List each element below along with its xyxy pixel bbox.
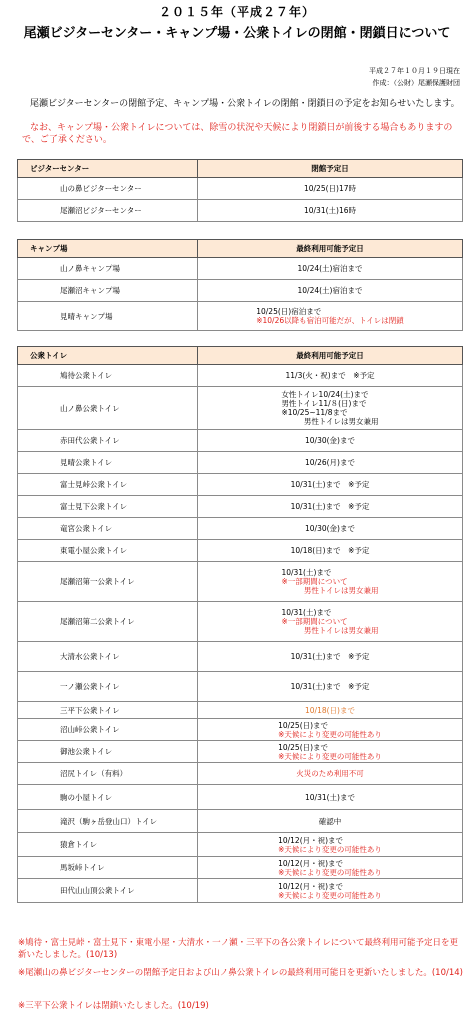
- row-value-line: ※10/26以降も宿泊可能だが、トイレは閉鎖: [256, 316, 404, 325]
- author-line: 作成：（公財）尾瀬保護財団: [372, 79, 460, 87]
- table-row: [18, 741, 463, 763]
- row-value: [198, 178, 463, 200]
- row-value: [198, 719, 463, 741]
- campsite-body: [18, 240, 463, 331]
- row-value: [198, 200, 463, 222]
- table-header-row: [18, 160, 463, 178]
- row-value-line: 10/25(日)まで: [278, 720, 329, 730]
- row-value-lines: [278, 836, 382, 854]
- row-value-lines: [281, 608, 378, 635]
- row-value: [198, 496, 463, 518]
- toilet-table: [17, 346, 463, 903]
- row-name: 山の鼻ビジターセンター: [18, 178, 198, 200]
- row-value-line: ※天候により変更の可能性あり: [278, 890, 382, 900]
- row-value-lines: [278, 859, 382, 877]
- row-value-line: 10/31(土)まで: [305, 792, 355, 802]
- row-value-line: 10/31(土)まで ※予定: [290, 682, 370, 691]
- row-value-lines: [281, 390, 378, 426]
- row-value-line: ※天候により変更の可能性あり: [278, 867, 382, 877]
- row-value-line: 10/26(月)まで: [305, 458, 355, 467]
- table-row: [18, 810, 463, 833]
- row-value-line: 10/24(土)宿泊まで: [297, 286, 363, 295]
- row-value: [198, 879, 463, 903]
- row-value-lines: [304, 184, 356, 193]
- row-name: 竜宮公衆トイレ: [18, 518, 198, 540]
- row-value-line: 10/31(土)16時: [303, 206, 356, 215]
- row-value-lines: [291, 546, 370, 555]
- row-value-line: 10/31(土)まで: [281, 568, 332, 577]
- row-value-lines: [305, 706, 355, 715]
- table-header-row: [18, 347, 463, 365]
- row-name: 山ノ鼻公衆トイレ: [18, 387, 198, 430]
- row-name: 猿倉トイレ: [18, 833, 198, 857]
- campsite-table: [17, 239, 463, 331]
- table-row: [18, 452, 463, 474]
- table-row: [18, 879, 463, 903]
- row-value-line: ※10/25~11/8まで: [281, 408, 348, 417]
- table-row: [18, 562, 463, 602]
- table-row: [18, 763, 463, 785]
- row-value-lines: [305, 793, 355, 802]
- row-value-line: 10/18(日)まで ※予定: [290, 546, 370, 555]
- row-value-lines: [256, 307, 404, 325]
- table-row: [18, 672, 463, 702]
- row-name: 山ノ鼻キャンプ場: [18, 258, 198, 280]
- row-name: 沼山峠公衆トイレ: [18, 719, 198, 741]
- row-name: 尾瀬沼第二公衆トイレ: [18, 602, 198, 642]
- row-name: 東電小屋公衆トイレ: [18, 540, 198, 562]
- table-row: [18, 719, 463, 741]
- update-note-2: ※尾瀬山の鼻ビジターセンターの閉館予定日および山ノ鼻公衆トイレの最終利用可能日を更新いたしました。(10/14): [18, 968, 463, 978]
- row-value-line: 10/25(日)17時: [303, 184, 356, 193]
- row-name: 尾瀬沼第一公衆トイレ: [18, 562, 198, 602]
- row-value: [198, 602, 463, 642]
- row-value: [198, 365, 463, 387]
- table-row: [18, 302, 463, 331]
- row-name: 御池公衆トイレ: [18, 741, 198, 763]
- row-value: [198, 387, 463, 430]
- col-header-value: 閉館予定日: [198, 160, 463, 178]
- table-row: [18, 430, 463, 452]
- update-note-3: ※三平下公衆トイレは閉鎖いたしました。(10/19): [18, 1001, 209, 1011]
- row-value-line: 10/31(土)まで ※予定: [290, 652, 370, 661]
- row-value-line: 男性トイレは男女兼用: [281, 417, 379, 426]
- row-name: 沼尻トイレ（有料）: [18, 763, 198, 785]
- intro-paragraph-1: 尾瀬ビジターセンターの閉館予定、キャンプ場・公衆トイレの閉館・閉鎖日の予定をお知らせいたします。: [30, 99, 460, 109]
- row-value-line: 女性トイレ10/24(土)まで: [281, 390, 369, 399]
- row-value-line: 火災のため利用不可: [296, 769, 364, 778]
- table-row: [18, 833, 463, 857]
- row-name: 見晴キャンプ場: [18, 302, 198, 331]
- col-header-value: 最終利用可能予定日: [198, 240, 463, 258]
- row-value: [198, 785, 463, 810]
- page-title-year: ２０１５年（平成２７年）: [158, 5, 315, 19]
- visitor-center-table: [17, 159, 463, 222]
- row-value-line: ※一部期間について: [281, 577, 348, 586]
- row-value-lines: [278, 882, 382, 900]
- row-name: 尾瀬沼ビジターセンター: [18, 200, 198, 222]
- row-name: 鳩待公衆トイレ: [18, 365, 198, 387]
- row-value-lines: [291, 480, 370, 489]
- row-value-line: 10/31(土)まで ※予定: [290, 502, 370, 511]
- row-value-line: 男性トイレは男女兼用: [281, 626, 379, 635]
- row-value-lines: [286, 371, 375, 380]
- table-row: [18, 258, 463, 280]
- row-value-lines: [304, 206, 356, 215]
- table-row: [18, 178, 463, 200]
- table-row: [18, 857, 463, 879]
- table-row: [18, 518, 463, 540]
- row-value-lines: [281, 568, 378, 595]
- intro-paragraph-2: なお、キャンプ場・公衆トイレについては、除雪の状況や天候により閉鎖日が前後する場合もありますので、ご了承ください。: [22, 123, 453, 145]
- row-value-line: 10/31(土)まで: [281, 608, 332, 617]
- table-row: [18, 602, 463, 642]
- row-value-line: ※天候により変更の可能性あり: [278, 729, 382, 739]
- row-value: [198, 518, 463, 540]
- row-value-line: 10/30(金)まで: [305, 436, 355, 445]
- row-name: 駒の小屋トイレ: [18, 785, 198, 810]
- row-name: 見晴公衆トイレ: [18, 452, 198, 474]
- row-value: [198, 452, 463, 474]
- row-name: 馬坂峠トイレ: [18, 857, 198, 879]
- page-title: 尾瀬ビジターセンター・キャンプ場・公衆トイレの閉館・閉鎖日について: [23, 26, 451, 41]
- row-value-line: ※天候により変更の可能性あり: [278, 751, 382, 761]
- table-row: [18, 642, 463, 672]
- row-value: [198, 702, 463, 719]
- row-value-lines: [319, 817, 342, 826]
- row-value: [198, 562, 463, 602]
- row-value: [198, 857, 463, 879]
- row-value-lines: [291, 682, 370, 691]
- table-header-row: [18, 240, 463, 258]
- row-value: [198, 672, 463, 702]
- row-value: [198, 833, 463, 857]
- table-row: [18, 785, 463, 810]
- row-value-line: ※一部期間について: [281, 617, 348, 626]
- row-value-line: 10/12(月・祝)まで: [278, 881, 344, 891]
- row-value-lines: [305, 524, 355, 533]
- row-name: 一ノ瀬公衆トイレ: [18, 672, 198, 702]
- row-name: 田代山山頂公衆トイレ: [18, 879, 198, 903]
- row-value-line: 10/18(日)まで: [305, 705, 355, 715]
- col-header-name: キャンプ場: [18, 240, 198, 258]
- toilet-body: [18, 347, 463, 903]
- row-value-line: 10/30(金)まで: [305, 524, 355, 533]
- row-value: [198, 474, 463, 496]
- row-name: 三平下公衆トイレ: [18, 702, 198, 719]
- row-value-line: ※天候により変更の可能性あり: [278, 844, 382, 854]
- table-row: [18, 280, 463, 302]
- row-value-lines: [291, 652, 370, 661]
- table-row: [18, 540, 463, 562]
- row-name: 尾瀬沼キャンプ場: [18, 280, 198, 302]
- table-row: [18, 474, 463, 496]
- row-name: 富士見下公衆トイレ: [18, 496, 198, 518]
- row-value: [198, 642, 463, 672]
- row-value-line: 10/12(月・祝)まで: [278, 858, 344, 868]
- row-value: [198, 540, 463, 562]
- row-value-line: 10/25(日)宿泊まで: [256, 307, 322, 316]
- row-value-lines: [298, 264, 363, 273]
- row-value-line: 男性トイレ11/８(日)まで: [281, 399, 367, 408]
- col-header-name: ビジターセンター: [18, 160, 198, 178]
- col-header-value: 最終利用可能予定日: [198, 347, 463, 365]
- row-name: 滝沢（駒ヶ岳登山口）トイレ: [18, 810, 198, 833]
- row-value-line: 10/31(土)まで ※予定: [290, 480, 370, 489]
- row-value-line: 10/25(日)まで: [278, 742, 329, 752]
- row-value: [198, 741, 463, 763]
- row-value-lines: [296, 769, 364, 778]
- table-row: [18, 387, 463, 430]
- col-header-name: 公衆トイレ: [18, 347, 198, 365]
- row-value-line: 確認中: [318, 816, 342, 826]
- row-name: 赤田代公衆トイレ: [18, 430, 198, 452]
- row-value-lines: [278, 743, 382, 761]
- row-value-lines: [298, 286, 363, 295]
- row-value: [198, 810, 463, 833]
- row-value: [198, 430, 463, 452]
- row-value-lines: [291, 502, 370, 511]
- row-value-lines: [305, 458, 355, 467]
- table-row: [18, 200, 463, 222]
- row-name: 大清水公衆トイレ: [18, 642, 198, 672]
- update-note-1: ※鳩待・富士見峠・富士見下・東電小屋・大清水・一ノ瀬・三平下の各公衆トイレについて最終利用可能予定日を更新いたしました。(10/13): [18, 938, 459, 960]
- visitor-center-body: [18, 160, 463, 222]
- row-value-line: 10/24(土)宿泊まで: [297, 264, 363, 273]
- row-value-lines: [305, 436, 355, 445]
- row-value: [198, 763, 463, 785]
- row-value-line: 11/3(火・祝)まで ※予定: [285, 371, 375, 380]
- table-row: [18, 365, 463, 387]
- row-value: [198, 302, 463, 331]
- date-line: 平成２７年１０月１９日現在: [369, 67, 460, 75]
- row-value-lines: [278, 721, 382, 739]
- row-name: 富士見峠公衆トイレ: [18, 474, 198, 496]
- row-value: [198, 258, 463, 280]
- row-value-line: 10/12(月・祝)まで: [278, 835, 344, 845]
- table-row: [18, 496, 463, 518]
- row-value-line: 男性トイレは男女兼用: [281, 586, 379, 595]
- table-row: [18, 702, 463, 719]
- row-value: [198, 280, 463, 302]
